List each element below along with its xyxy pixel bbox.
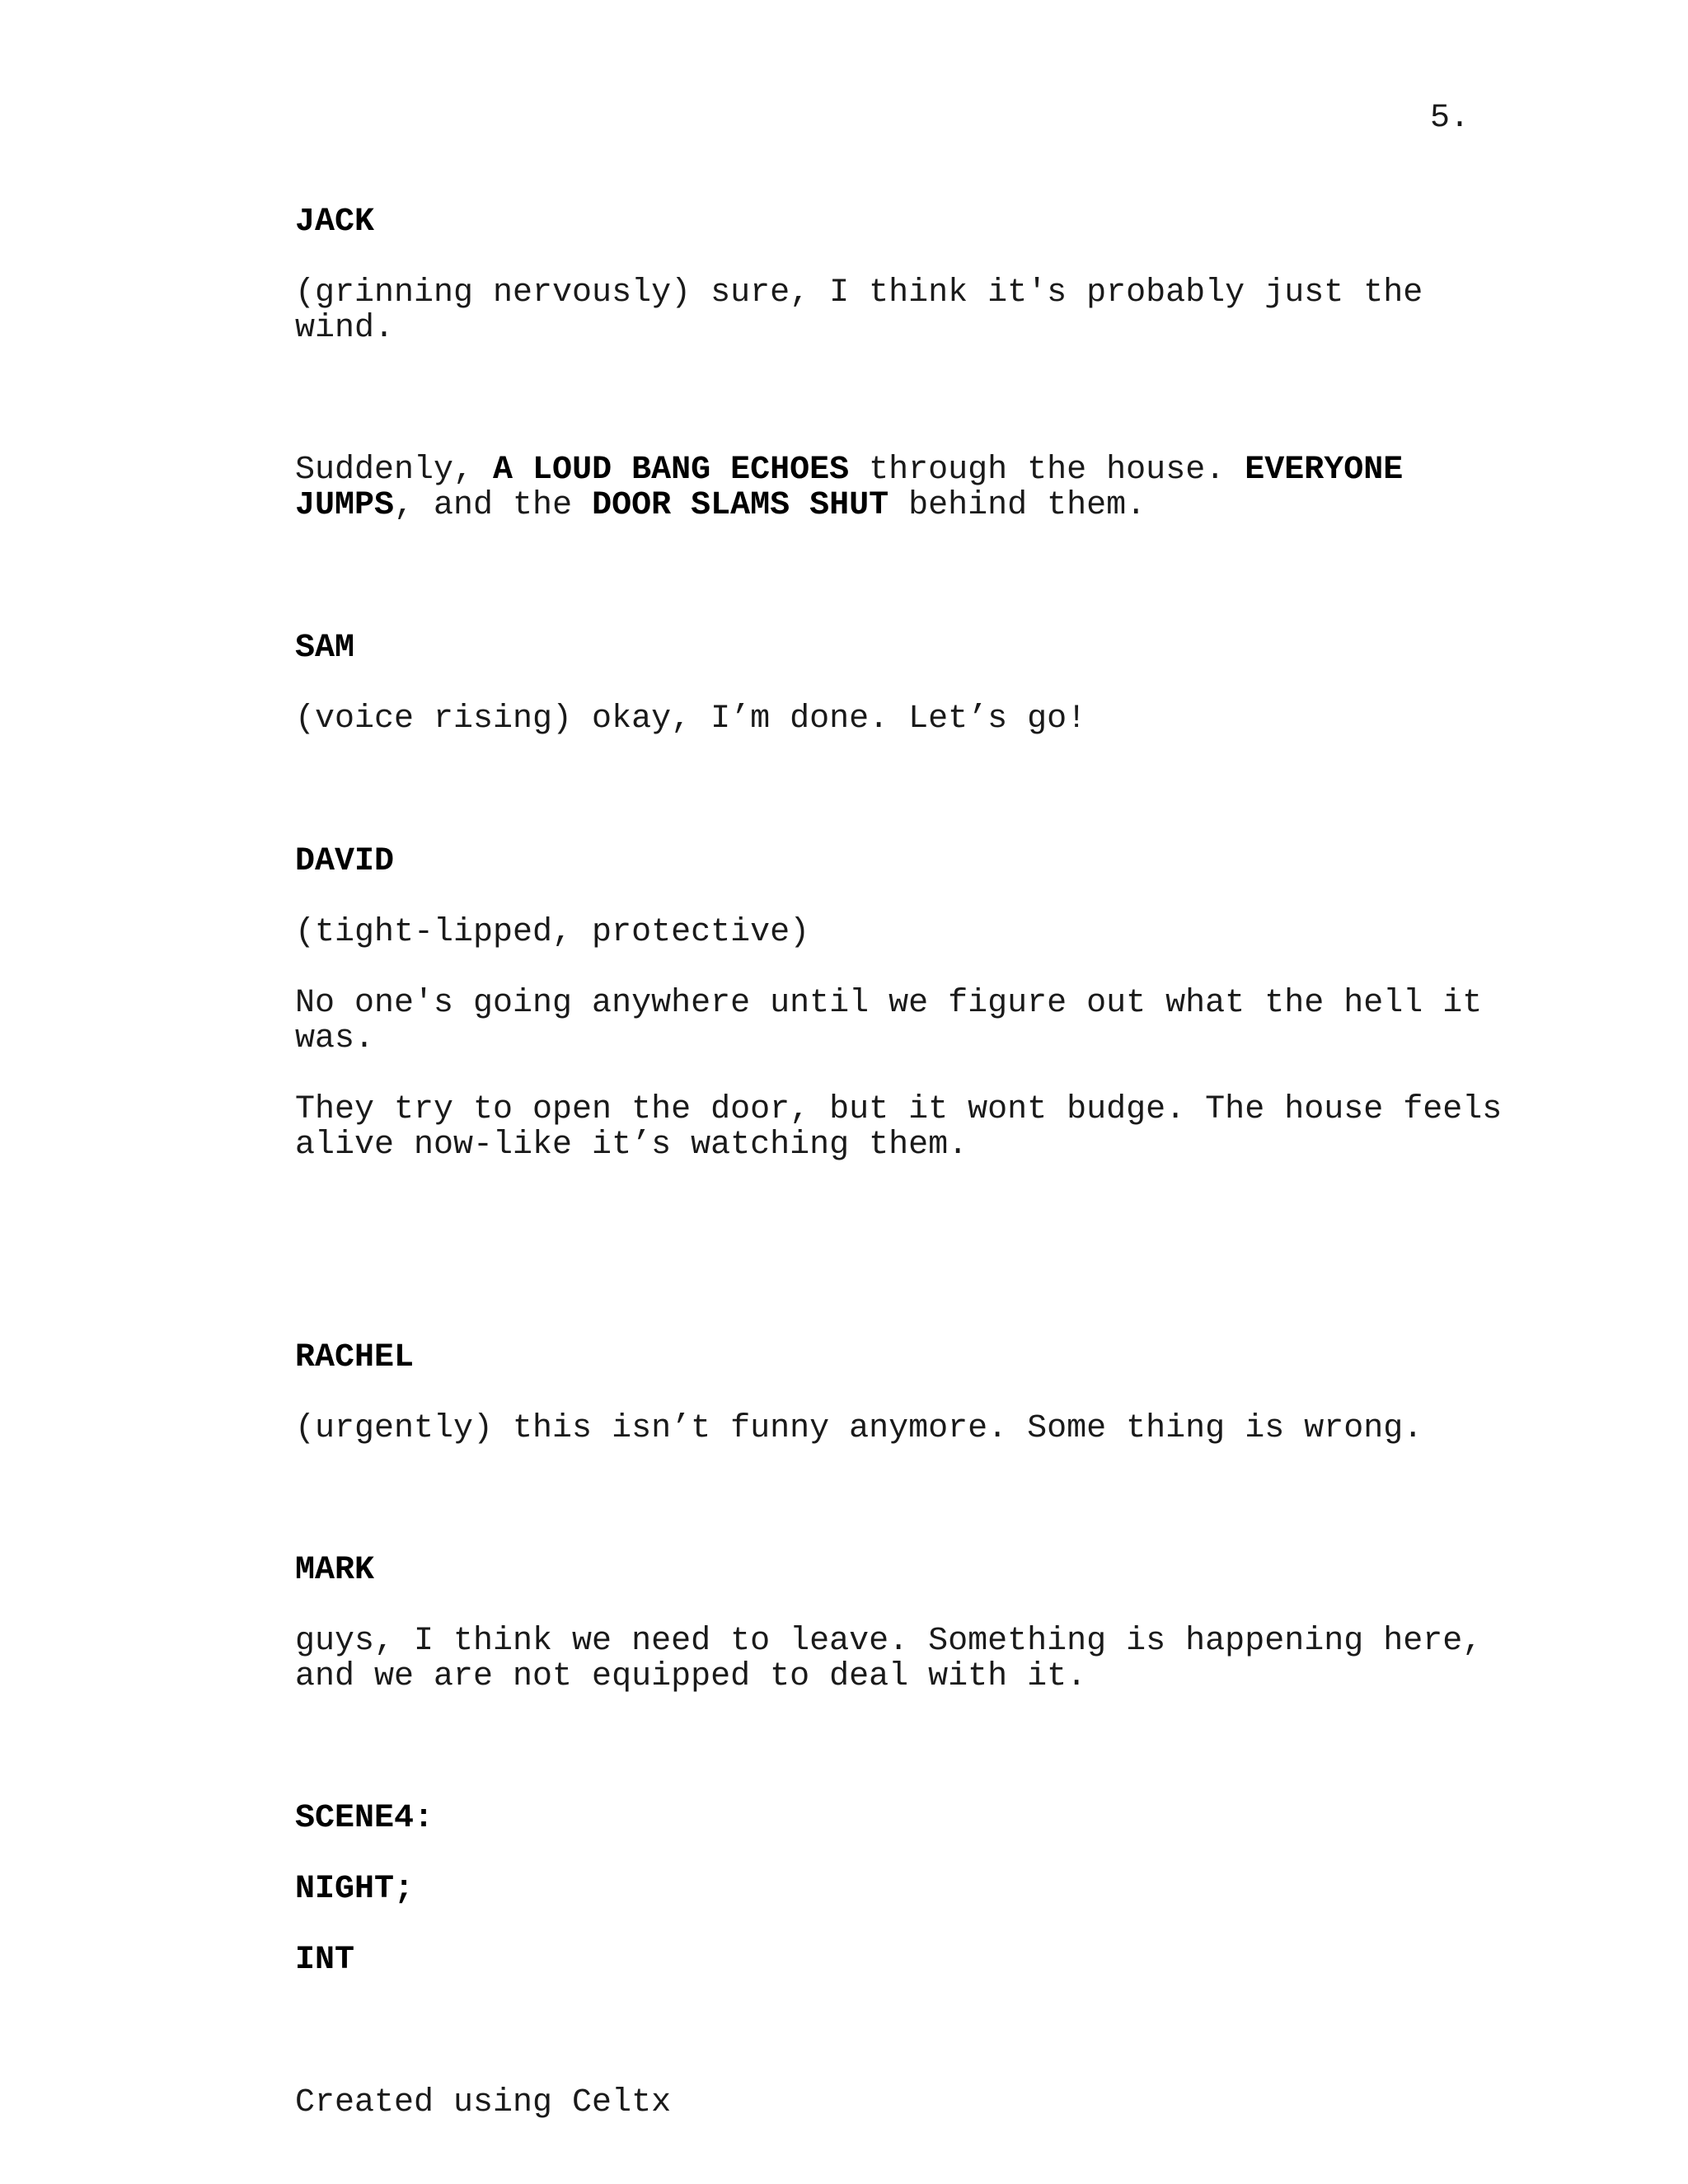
page-number: 5. xyxy=(1430,100,1470,137)
dialogue-jack-line-2: wind. xyxy=(295,310,395,347)
action-emphasis: EVERYONE xyxy=(1245,452,1404,489)
dialogue-sam: (voice rising) okay, I’m done. Let’s go! xyxy=(295,701,1087,738)
character-rachel: RACHEL xyxy=(295,1339,415,1376)
character-jack: JACK xyxy=(295,204,375,241)
dialogue-mark-line-1: guys, I think we need to leave. Something is happening here, xyxy=(295,1623,1483,1660)
action-emphasis: A LOUD BANG ECHOES xyxy=(493,452,850,489)
dialogue-rachel: (urgently) this isn’t funny anymore. Some thing is wrong. xyxy=(295,1410,1423,1447)
action-text: behind them. xyxy=(889,487,1146,524)
action-text: Suddenly, xyxy=(295,452,494,489)
character-mark: MARK xyxy=(295,1552,375,1589)
scene-time: NIGHT; xyxy=(295,1871,415,1908)
action-text: , and the xyxy=(394,487,593,524)
action-line-2 xyxy=(295,488,1146,523)
character-sam: SAM xyxy=(295,630,355,667)
dialogue-jack-line-1: (grinning nervously) sure, I think it's probably just the xyxy=(295,274,1423,312)
action-emphasis: DOOR SLAMS SHUT xyxy=(592,487,889,524)
action2-line-1: They try to open the door, but it wont budge. The house feels xyxy=(295,1091,1503,1128)
scene-int: INT xyxy=(295,1942,355,1979)
dialogue-david-line-1: No one's going anywhere until we figure out what the hell it xyxy=(295,985,1483,1022)
action2-line-2: alive now-like it’s watching them. xyxy=(295,1127,968,1164)
action-line-1 xyxy=(295,452,1403,488)
dialogue-david-line-2: was. xyxy=(295,1020,375,1057)
character-david: DAVID xyxy=(295,843,395,880)
scene-heading: SCENE4: xyxy=(295,1800,434,1837)
action-text: through the house. xyxy=(849,452,1245,489)
action-emphasis: JUMPS xyxy=(295,487,395,524)
footer-credit: Created using Celtx xyxy=(295,2084,672,2121)
dialogue-mark-line-2: and we are not equipped to deal with it. xyxy=(295,1658,1087,1695)
parenthetical-david: (tight-lipped, protective) xyxy=(295,914,810,951)
